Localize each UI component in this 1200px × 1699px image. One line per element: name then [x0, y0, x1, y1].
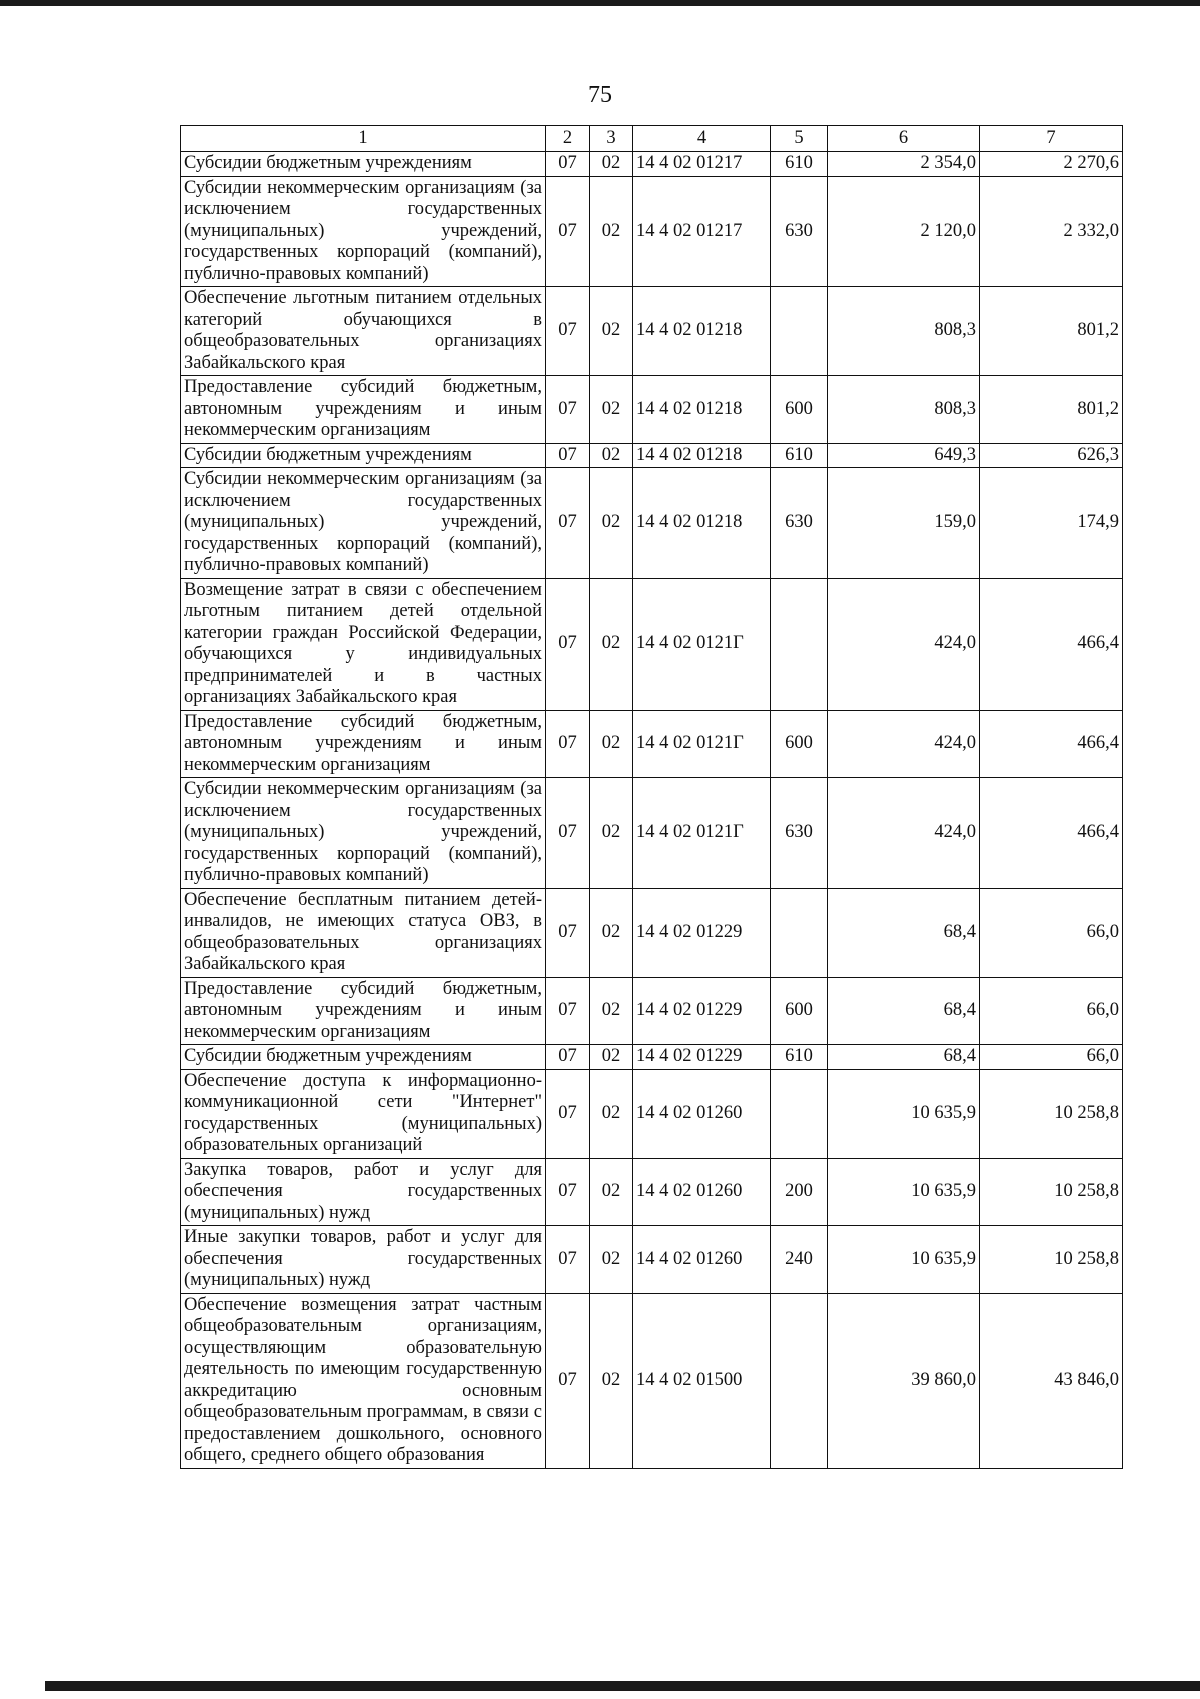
- column-header-3: 3: [590, 126, 633, 152]
- table-row: [181, 977, 1123, 1045]
- amount-year-2-cell: 66,0: [980, 888, 1123, 977]
- section-code-cell: 07: [546, 578, 590, 710]
- amount-year-2-cell: 66,0: [980, 977, 1123, 1045]
- amount-year-1-cell: 68,4: [828, 1045, 980, 1070]
- expense-type-code-cell: 600: [771, 710, 828, 778]
- amount-year-2-cell: 2 332,0: [980, 176, 1123, 287]
- target-item-code-cell: 14 4 02 01260: [633, 1226, 771, 1294]
- row-name-cell: Закупка товаров, работ и услуг для обеспечения государственных (муниципальных) нужд: [181, 1158, 546, 1226]
- target-item-code-cell: 14 4 02 01218: [633, 443, 771, 468]
- subsection-code-cell: 02: [590, 888, 633, 977]
- subsection-code-cell: 02: [590, 152, 633, 177]
- subsection-code-cell: 02: [590, 1158, 633, 1226]
- target-item-code-cell: 14 4 02 01260: [633, 1158, 771, 1226]
- section-code-cell: 07: [546, 176, 590, 287]
- target-item-code-cell: 14 4 02 0121Г: [633, 778, 771, 889]
- subsection-code-cell: 02: [590, 468, 633, 579]
- expense-type-code-cell: [771, 578, 828, 710]
- row-name-cell: Предоставление субсидий бюджетным, автономным учреждениям и иным некоммерческим организациям: [181, 977, 546, 1045]
- section-code-cell: 07: [546, 1158, 590, 1226]
- column-header-5: 5: [771, 126, 828, 152]
- target-item-code-cell: 14 4 02 01500: [633, 1293, 771, 1468]
- target-item-code-cell: 14 4 02 01229: [633, 888, 771, 977]
- subsection-code-cell: 02: [590, 1069, 633, 1158]
- expense-type-code-cell: 630: [771, 778, 828, 889]
- amount-year-1-cell: 2 120,0: [828, 176, 980, 287]
- column-header-6: 6: [828, 126, 980, 152]
- row-name-cell: Иные закупки товаров, работ и услуг для обеспечения государственных (муниципальных) нужд: [181, 1226, 546, 1294]
- row-name-cell: Субсидии бюджетным учреждениям: [181, 152, 546, 177]
- amount-year-1-cell: 2 354,0: [828, 152, 980, 177]
- amount-year-1-cell: 39 860,0: [828, 1293, 980, 1468]
- table-body: [181, 152, 1123, 1469]
- amount-year-1-cell: 808,3: [828, 287, 980, 376]
- subsection-code-cell: 02: [590, 778, 633, 889]
- amount-year-2-cell: 10 258,8: [980, 1158, 1123, 1226]
- target-item-code-cell: 14 4 02 01218: [633, 376, 771, 444]
- target-item-code-cell: 14 4 02 01217: [633, 176, 771, 287]
- amount-year-2-cell: 466,4: [980, 778, 1123, 889]
- target-item-code-cell: 14 4 02 01218: [633, 468, 771, 579]
- bottom-border-line: [45, 1681, 1200, 1691]
- subsection-code-cell: 02: [590, 1226, 633, 1294]
- amount-year-1-cell: 649,3: [828, 443, 980, 468]
- section-code-cell: 07: [546, 1045, 590, 1070]
- amount-year-1-cell: 159,0: [828, 468, 980, 579]
- table-row: [181, 376, 1123, 444]
- section-code-cell: 07: [546, 152, 590, 177]
- amount-year-1-cell: 10 635,9: [828, 1226, 980, 1294]
- table-row: [181, 287, 1123, 376]
- expense-type-code-cell: 600: [771, 376, 828, 444]
- table-row: [181, 1045, 1123, 1070]
- expense-type-code-cell: 630: [771, 176, 828, 287]
- column-number-row: [181, 126, 1123, 152]
- row-name-cell: Обеспечение доступа к информационно-коммуникационной сети "Интернет" государственных (муниципальных) образовательных организаций: [181, 1069, 546, 1158]
- amount-year-2-cell: 626,3: [980, 443, 1123, 468]
- target-item-code-cell: 14 4 02 01217: [633, 152, 771, 177]
- expense-type-code-cell: [771, 287, 828, 376]
- amount-year-2-cell: 10 258,8: [980, 1226, 1123, 1294]
- section-code-cell: 07: [546, 710, 590, 778]
- section-code-cell: 07: [546, 1069, 590, 1158]
- column-header-2: 2: [546, 126, 590, 152]
- expense-type-code-cell: [771, 1293, 828, 1468]
- subsection-code-cell: 02: [590, 287, 633, 376]
- table-row: [181, 1226, 1123, 1294]
- table-row: [181, 778, 1123, 889]
- target-item-code-cell: 14 4 02 01229: [633, 1045, 771, 1070]
- section-code-cell: 07: [546, 778, 590, 889]
- target-item-code-cell: 14 4 02 0121Г: [633, 710, 771, 778]
- section-code-cell: 07: [546, 287, 590, 376]
- section-code-cell: 07: [546, 443, 590, 468]
- subsection-code-cell: 02: [590, 376, 633, 444]
- row-name-cell: Субсидии бюджетным учреждениям: [181, 443, 546, 468]
- target-item-code-cell: 14 4 02 01260: [633, 1069, 771, 1158]
- section-code-cell: 07: [546, 468, 590, 579]
- expense-type-code-cell: 610: [771, 152, 828, 177]
- amount-year-1-cell: 68,4: [828, 977, 980, 1045]
- subsection-code-cell: 02: [590, 710, 633, 778]
- amount-year-1-cell: 808,3: [828, 376, 980, 444]
- section-code-cell: 07: [546, 1293, 590, 1468]
- table-row: [181, 578, 1123, 710]
- target-item-code-cell: 14 4 02 01229: [633, 977, 771, 1045]
- section-code-cell: 07: [546, 1226, 590, 1294]
- page-number: 75: [588, 82, 612, 108]
- amount-year-2-cell: 2 270,6: [980, 152, 1123, 177]
- expense-type-code-cell: 610: [771, 1045, 828, 1070]
- table-row: [181, 710, 1123, 778]
- amount-year-2-cell: 801,2: [980, 287, 1123, 376]
- section-code-cell: 07: [546, 888, 590, 977]
- amount-year-1-cell: 68,4: [828, 888, 980, 977]
- amount-year-1-cell: 424,0: [828, 710, 980, 778]
- subsection-code-cell: 02: [590, 176, 633, 287]
- table-row: [181, 443, 1123, 468]
- column-header-1: 1: [181, 126, 546, 152]
- table-row: [181, 152, 1123, 177]
- amount-year-1-cell: 424,0: [828, 778, 980, 889]
- row-name-cell: Возмещение затрат в связи с обеспечением льготным питанием детей отдельной категории граждан Российской Федерации, обучающихся у индивидуальных предпринимателей и в частных организациях Забайкальского края: [181, 578, 546, 710]
- row-name-cell: Обеспечение льготным питанием отдельных категорий обучающихся в общеобразовательных организациях Забайкальского края: [181, 287, 546, 376]
- section-code-cell: 07: [546, 977, 590, 1045]
- expense-type-code-cell: 630: [771, 468, 828, 579]
- column-header-7: 7: [980, 126, 1123, 152]
- row-name-cell: Субсидии некоммерческим организациям (за исключением государственных (муниципальных) учреждений, государственных корпораций (компаний), публично-правовых компаний): [181, 176, 546, 287]
- amount-year-2-cell: 801,2: [980, 376, 1123, 444]
- row-name-cell: Субсидии некоммерческим организациям (за исключением государственных (муниципальных) учреждений, государственных корпораций (компаний), публично-правовых компаний): [181, 468, 546, 579]
- table-row: [181, 1293, 1123, 1468]
- target-item-code-cell: 14 4 02 0121Г: [633, 578, 771, 710]
- amount-year-2-cell: 66,0: [980, 1045, 1123, 1070]
- amount-year-2-cell: 174,9: [980, 468, 1123, 579]
- expense-type-code-cell: [771, 888, 828, 977]
- row-name-cell: Обеспечение бесплатным питанием детей-инвалидов, не имеющих статуса ОВЗ, в общеобразовательных организациях Забайкальского края: [181, 888, 546, 977]
- row-name-cell: Обеспечение возмещения затрат частным общеобразовательным организациям, осуществляющим образовательную деятельность по имеющим государственную аккредитацию основным общеобразовательным программам, в связи с предоставлением дошкольного, основного общего, среднего общего образования: [181, 1293, 546, 1468]
- target-item-code-cell: 14 4 02 01218: [633, 287, 771, 376]
- top-border-line: [0, 0, 1200, 6]
- expense-type-code-cell: 610: [771, 443, 828, 468]
- subsection-code-cell: 02: [590, 443, 633, 468]
- amount-year-2-cell: 10 258,8: [980, 1069, 1123, 1158]
- column-header-4: 4: [633, 126, 771, 152]
- subsection-code-cell: 02: [590, 1293, 633, 1468]
- table-row: [181, 1069, 1123, 1158]
- expense-type-code-cell: 600: [771, 977, 828, 1045]
- table-row: [181, 468, 1123, 579]
- subsection-code-cell: 02: [590, 1045, 633, 1070]
- row-name-cell: Субсидии бюджетным учреждениям: [181, 1045, 546, 1070]
- row-name-cell: Субсидии некоммерческим организациям (за исключением государственных (муниципальных) учреждений, государственных корпораций (компаний), публично-правовых компаний): [181, 778, 546, 889]
- amount-year-2-cell: 466,4: [980, 710, 1123, 778]
- expense-type-code-cell: 200: [771, 1158, 828, 1226]
- table-row: [181, 888, 1123, 977]
- subsection-code-cell: 02: [590, 977, 633, 1045]
- amount-year-2-cell: 43 846,0: [980, 1293, 1123, 1468]
- amount-year-1-cell: 10 635,9: [828, 1069, 980, 1158]
- subsection-code-cell: 02: [590, 578, 633, 710]
- amount-year-1-cell: 10 635,9: [828, 1158, 980, 1226]
- expense-type-code-cell: [771, 1069, 828, 1158]
- row-name-cell: Предоставление субсидий бюджетным, автономным учреждениям и иным некоммерческим организациям: [181, 710, 546, 778]
- row-name-cell: Предоставление субсидий бюджетным, автономным учреждениям и иным некоммерческим организациям: [181, 376, 546, 444]
- expense-type-code-cell: 240: [771, 1226, 828, 1294]
- budget-table: [180, 125, 1123, 1469]
- amount-year-2-cell: 466,4: [980, 578, 1123, 710]
- table-row: [181, 1158, 1123, 1226]
- table-row: [181, 176, 1123, 287]
- section-code-cell: 07: [546, 376, 590, 444]
- amount-year-1-cell: 424,0: [828, 578, 980, 710]
